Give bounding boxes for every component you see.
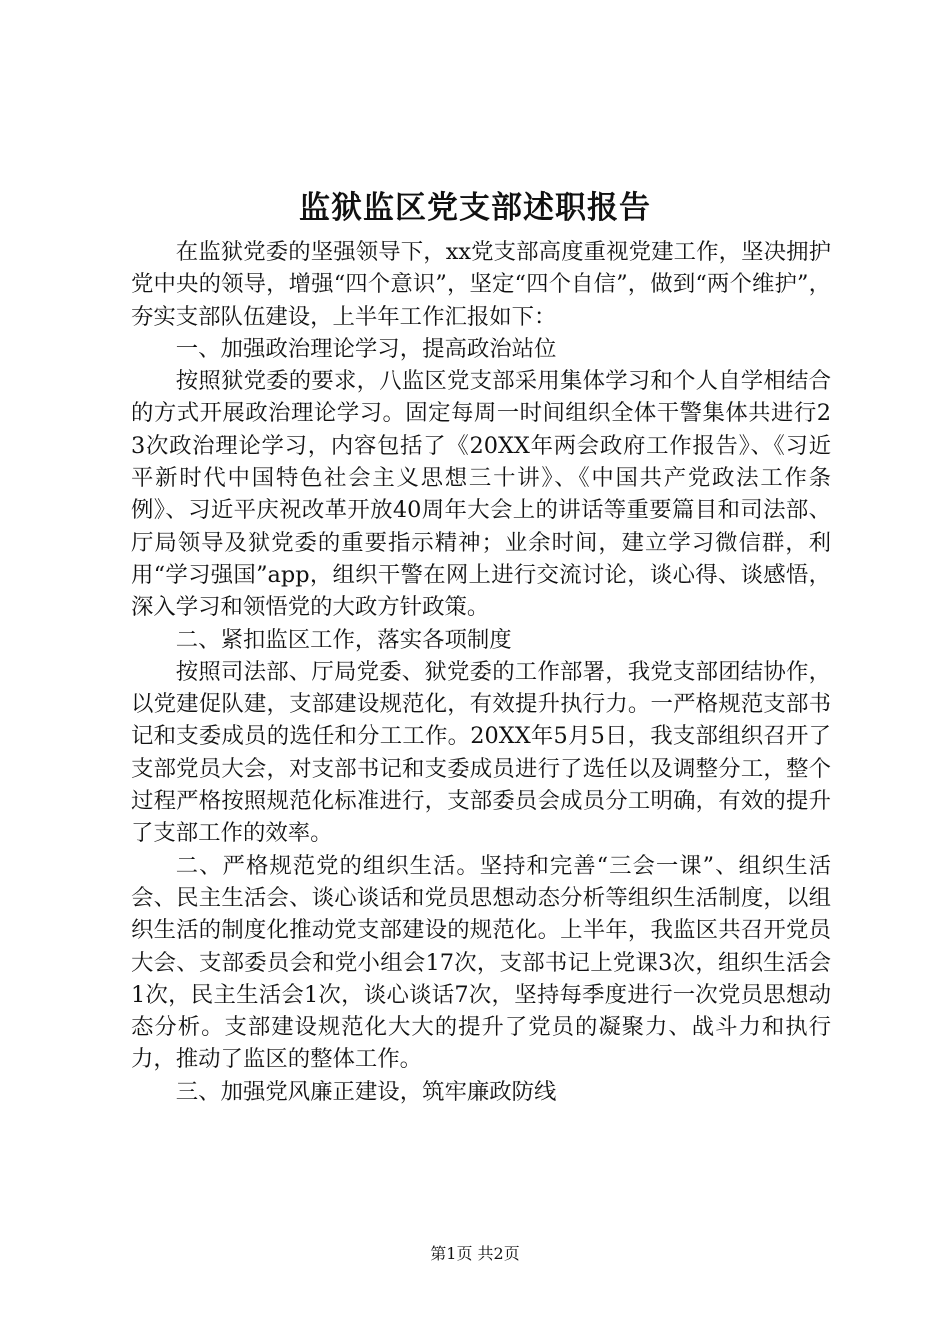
document-title: 监狱监区党支部述职报告 bbox=[299, 190, 651, 226]
document-body bbox=[131, 236, 831, 1108]
section-1-heading: 一、加强政治理论学习，提高政治站位 bbox=[175, 335, 557, 362]
section-2-paragraph-1: 按照司法部、厅局党委、狱党委的工作部署，我党支部团结协作，以党建促队建，支部建设规范化，有效提升执行力。一严格规范支部书记和支委成员的选任和分工工作。20XX年5月5日，我支部组织召开了支部党员大会，对支部书记和支委成员进行了选任以及调整分工，整个过程严格按照规范化标准进行，支部委员会成员分工明确，有效的提升了支部工作的效率。 bbox=[131, 658, 831, 847]
section-2-heading: 二、紧扣监区工作，落实各项制度 bbox=[175, 626, 512, 653]
page-footer: 第1页 共2页 bbox=[430, 1244, 520, 1263]
section-2-paragraph-2: 二、严格规范党的组织生活。坚持和完善“三会一课”、组织生活会、民主生活会、谈心谈话和党员思想动态分析等组织生活制度，以组织生活的制度化推动党支部建设的规范化。上半年，我监区共召开党员大会、支部委员会和党小组会17次，支部书记上党课3次，组织生活会1次，民主生活会1次，谈心谈话7次，坚持每季度进行一次党员思想动态分析。支部建设规范化大大的提升了党员的凝聚力、战斗力和执行力，推动了监区的整体工作。 bbox=[131, 852, 831, 1073]
section-3-heading: 三、加强党风廉正建设，筑牢廉政防线 bbox=[175, 1078, 557, 1105]
intro-paragraph: 在监狱党委的坚强领导下，xx党支部高度重视党建工作，坚决拥护党中央的领导，增强“四个意识”，坚定“四个自信”，做到“两个维护”，夯实支部队伍建设，上半年工作汇报如下： bbox=[131, 239, 831, 330]
section-1-paragraph: 按照狱党委的要求，八监区党支部采用集体学习和个人自学相结合的方式开展政治理论学习。固定每周一时间组织全体干警集体共进行23次政治理论学习，内容包括了《20XX年两会政府工作报告》、《习近平新时代中国特色社会主义思想三十讲》、《中国共产党政法工作条例》、习近平庆祝改革开放40周年大会上的讲话等重要篇目和司法部、厅局领导及狱党委的重要指示精神；业余时间，建立学习微信群，利用“学习强国”app，组织干警在网上进行交流讨论，谈心得、谈感悟，深入学习和领悟党的大政方针政策。 bbox=[131, 368, 831, 621]
